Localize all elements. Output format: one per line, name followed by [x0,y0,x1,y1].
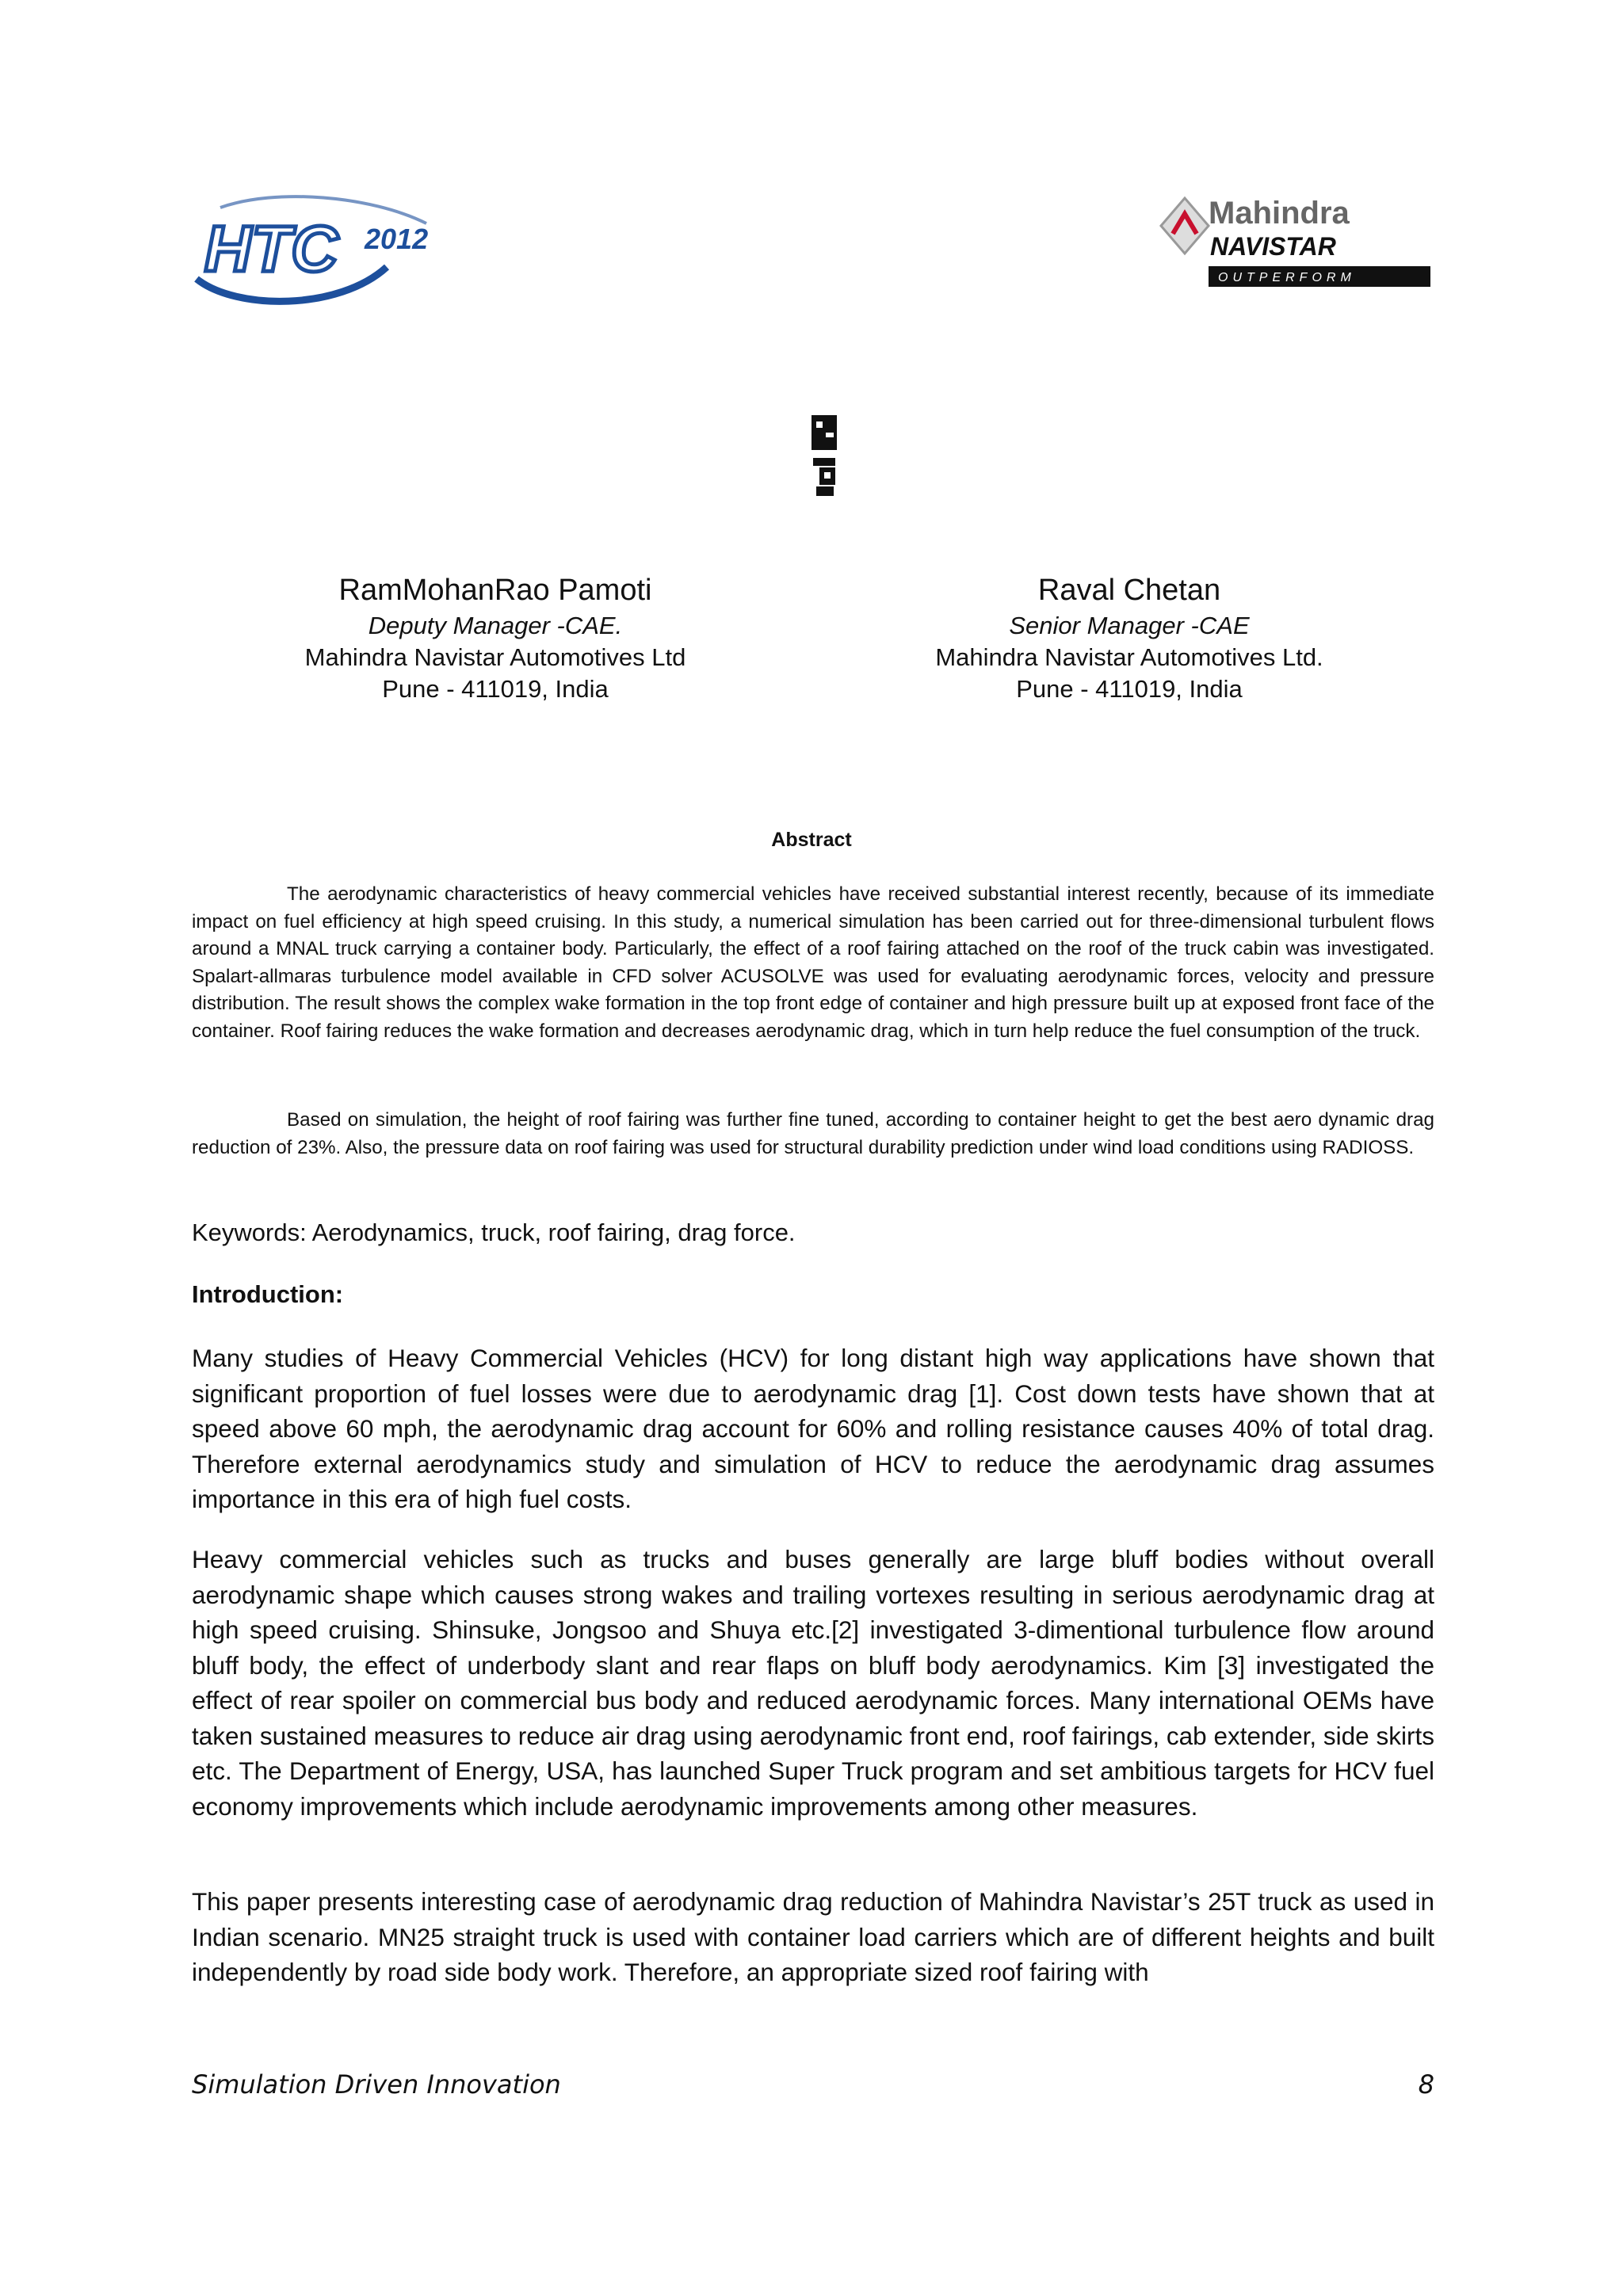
introduction-paragraph-1: Many studies of Heavy Commercial Vehicles (HCV) for long distant high way applications have shown that significant proportion of fuel losses were due to aerodynamic drag [1]. Cost down tests have shown that at speed above 60 mph, the aerodynamic drag account for 60% and rolling resistance causes 40% of total drag. Therefore external aerodynamics study and simulation of HCV to reduce the aerodynamic drag assumes importance in this era of high fuel costs. [192,1344,1434,1513]
abstract-paragraph-2: Based on simulation, the height of roof fairing was further fine tuned, according to container height to get the best aero dynamic drag reduction of 23%. Also, the pressure data on roof fairing was used for structural durability prediction under wind load conditions using RADIOSS. [192,1109,1434,1158]
mahindra-navistar-logo [1145,190,1434,293]
abstract-paragraph-1: The aerodynamic characteristics of heavy commercial vehicles have received substantial interest recently, because of its immediate impact on fuel efficiency at high speed cruising. In this study, a numerical simulation has been carried out for three-dimensional turbulent flows around a MNAL truck carrying a container body. Particularly, the effect of a roof fairing attached on the roof of the truck cabin was investigated. Spalart-allmaras turbulence model available in CFD solver ACUSOLVE was used for evaluating aerodynamic forces, velocity and pressure distribution. The result shows the complex wake formation in the top front edge of container and high pressure built up at exposed front face of the container. Roof fairing reduces the wake formation and decreases aerodynamic drag, which in turn help reduce the fuel consumption of the truck. [192,883,1434,1042]
htc-2012-logo [189,192,458,311]
author-location: Pune - 411019, India [1016,675,1243,703]
author-block-2 [852,572,1407,705]
author-role: Deputy Manager -CAE. [368,612,623,639]
page-number: 8 [1418,2069,1434,2100]
introduction-paragraph-2: Heavy commercial vehicles such as trucks and buses generally are large bluff bodies without overall aerodynamic shape which causes strong wakes and trailing vortexes resulting in serious aerodynamic drag at high speed cruising. Shinsuke, Jongsoo and Shuya etc.[2] investigated 3-dimentional turbulence flow around bluff body, the effect of underbody slant and rear flaps on bluff body aerodynamics. Kim [3] investigated the effect of rear spoiler on commercial bus body and reduced aerodynamic forces. Many international OEMs have taken sustained measures to reduce air drag using aerodynamic front end, roof fairings, cab extender, side skirts etc. The Department of Energy, USA, has launched Super Truck program and set ambitious targets for HCV fuel economy improvements which include aerodynamic improvements among other measures. [192,1545,1434,1821]
introduction-paragraph-3: This paper presents interesting case of aerodynamic drag reduction of Mahindra Navistar’s 25T truck as used in Indian scenario. MN25 straight truck is used with container load carriers which are of different heights and built independently by road side body work. Therefore, an appropriate sized roof fairing with [192,1887,1434,1986]
abstract-heading: Abstract [771,829,852,851]
mahindra-logo-graphic [1145,190,1434,293]
garbled-title-glyph [808,412,840,499]
author-block-1 [218,572,773,705]
htc-logo-year: 2012 [365,223,429,255]
author-company: Mahindra Navistar Automotives Ltd [304,643,686,671]
mahindra-emblem-icon [1161,198,1209,254]
author-name: RamMohanRao Pamoti [338,574,652,607]
navistar-text: NAVISTAR [1210,232,1336,261]
keywords-line: Keywords: Aerodynamics, truck, roof fairing, drag force. [192,1219,796,1246]
corrupted-title-graphic [808,412,840,499]
outperform-tagline: OUTPERFORM [1218,271,1356,284]
author-name: Raval Chetan [1037,574,1221,607]
author-location: Pune - 411019, India [382,675,609,703]
mahindra-brand-text: Mahindra [1209,196,1350,231]
author-company: Mahindra Navistar Automotives Ltd. [935,643,1323,671]
author-role: Senior Manager -CAE [1009,612,1250,639]
introduction-heading: Introduction: [192,1280,344,1308]
htc-logo-graphic [189,192,458,311]
footer-title: Simulation Driven Innovation [192,2069,561,2100]
htc-logo-text: HTC [204,213,338,285]
